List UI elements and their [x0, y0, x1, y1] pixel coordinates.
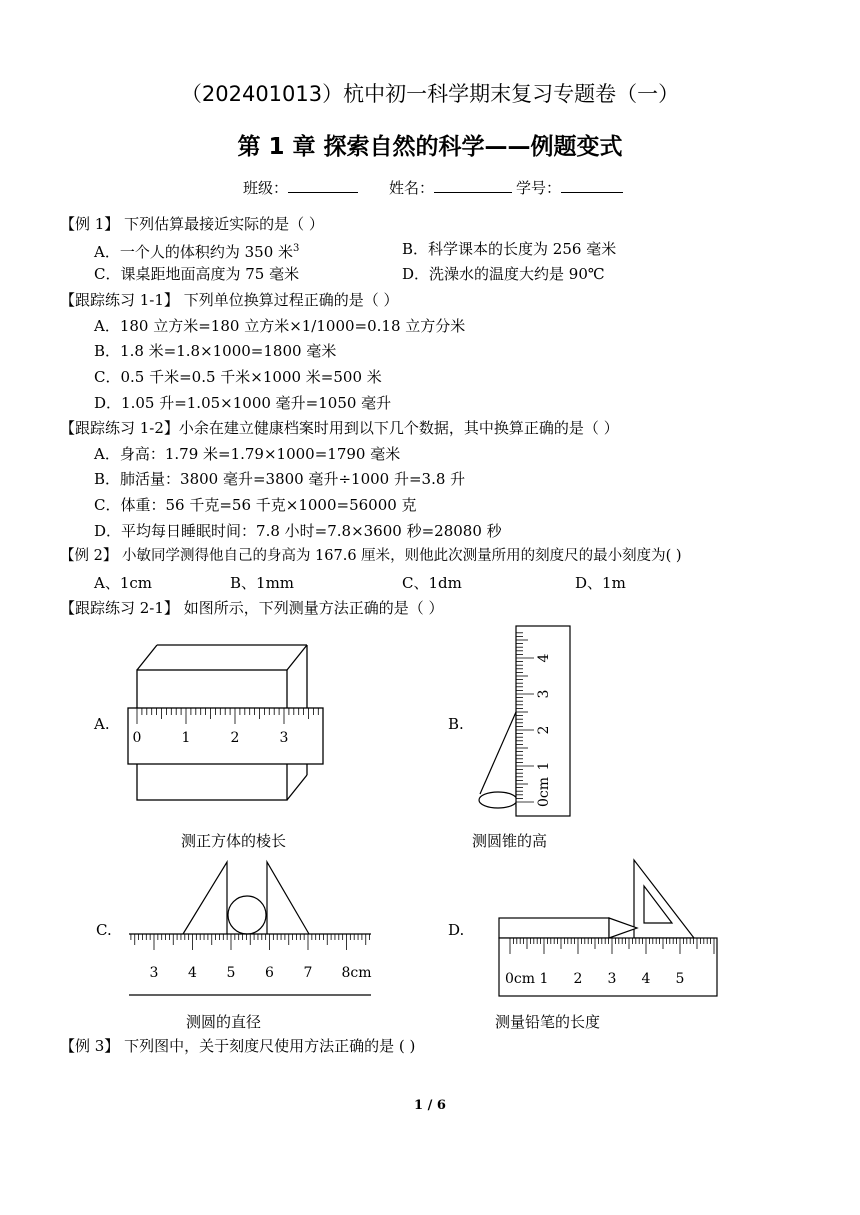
q1-option-a: A．一个人的体积约为 350 米$^3$ [94, 243, 300, 261]
ruler-b-tick-label: 1 [536, 761, 552, 771]
diagram-c-label: C. [96, 921, 112, 939]
page-number: 1 / 6 [414, 1098, 446, 1113]
student-id-label: 学号： [516, 177, 623, 198]
ruler-d [499, 938, 717, 996]
q11-option-b: B．1.8 米=1.8×1000=1800 毫米 [94, 342, 337, 360]
ruler-a-tick-label: 1 [181, 730, 191, 746]
ruler-c-tick-label: 3 [149, 965, 159, 981]
class-label: 班级： [243, 177, 358, 198]
q3-stem: 【例 3】 下列图中，关于刻度尺使用方法正确的是 ( ) [60, 1037, 416, 1055]
q12-option-d: D．平均每日睡眠时间：7.8 小时=7.8×3600 秒=28080 秒 [94, 522, 502, 540]
caption-b: 测圆锥的高 [472, 832, 548, 850]
q2-option-b: B、1mm [230, 574, 295, 592]
document-title: （202401013）杭中初一科学期末复习专题卷（一） [180, 82, 680, 106]
diagram-d-pencil-ruler [494, 858, 724, 1000]
ruler-c-tick-label: 5 [226, 965, 236, 981]
q1-option-b: B．科学课本的长度为 256 毫米 [402, 240, 617, 258]
diagram-a-label: A. [94, 715, 110, 733]
q1-option-d: D．洗澡水的温度大约是 90℃ [402, 265, 605, 283]
q1-stem: 【例 1】 下列估算最接近实际的是（ ） [60, 215, 324, 233]
ruler-c-tick-label: 8cm [341, 965, 372, 981]
q2-option-d: D、1m [575, 574, 626, 592]
caption-a: 测正方体的棱长 [181, 832, 287, 850]
name-label: 姓名： [389, 177, 512, 198]
ruler-b-tick-label: 4 [536, 653, 552, 663]
ruler-d-tick-label: 2 [573, 971, 583, 987]
ruler-a-tick-label: 2 [230, 730, 240, 746]
q12-option-c: C．体重：56 千克=56 千克×1000=56000 克 [94, 496, 417, 514]
q12-stem: 【跟踪练习 1-2】小余在建立健康档案时用到以下几个数据，其中换算正确的是（ ） [60, 419, 619, 437]
diagram-b-cone-ruler [470, 622, 580, 822]
ruler-d-tick-label: 3 [607, 971, 617, 987]
ruler-a-tick-label: 0 [132, 730, 142, 746]
caption-c: 测圆的直径 [186, 1013, 262, 1031]
diagram-b-label: B. [448, 715, 464, 733]
ruler-b-tick-label: 0cm [536, 776, 552, 808]
ruler-d-tick-label: 4 [641, 971, 651, 987]
q11-option-c: C．0.5 千米=0.5 千米×1000 米=500 米 [94, 368, 382, 386]
q12-option-b: B．肺活量：3800 毫升=3800 毫升÷1000 升=3.8 升 [94, 470, 466, 488]
q2-option-c: C、1dm [402, 574, 462, 592]
q11-option-a: A．180 立方米=180 立方米×1/1000=0.18 立方分米 [94, 317, 466, 335]
q21-stem: 【跟踪练习 2-1】 如图所示，下列测量方法正确的是（ ） [60, 599, 444, 617]
diagram-a-cube-ruler [120, 640, 330, 808]
ruler-b-tick-label: 2 [536, 725, 552, 735]
q12-option-a: A．身高：1.79 米=1.79×1000=1790 毫米 [94, 445, 401, 463]
q11-stem: 【跟踪练习 1-1】 下列单位换算过程正确的是（ ） [60, 291, 399, 309]
q11-option-d: D．1.05 升=1.05×1000 毫升=1050 毫升 [94, 394, 392, 412]
q2-option-a: A、1cm [94, 574, 153, 592]
diagram-d-label: D. [448, 921, 465, 939]
ruler-a-tick-label: 3 [279, 730, 289, 746]
diagram-c-circle-ruler [125, 858, 375, 1000]
ruler-d-tick-label: 1 [539, 971, 549, 987]
ruler-c-tick-label: 6 [265, 965, 274, 981]
ruler-b-tick-label: 3 [536, 689, 552, 699]
ruler-c-tick-label: 7 [303, 965, 313, 981]
chapter-subtitle: 第 1 章 探索自然的科学——例题变式 [237, 134, 623, 160]
ruler-d-tick-label: 0cm [504, 971, 536, 987]
ruler-d-tick-label: 5 [675, 971, 685, 987]
ruler-c-tick-label: 4 [188, 965, 197, 981]
caption-d: 测量铅笔的长度 [495, 1013, 601, 1031]
q1-option-c: C．课桌距地面高度为 75 毫米 [94, 265, 300, 283]
ruler-a [128, 708, 323, 764]
q2-stem: 【例 2】 小敏同学测得他自己的身高为 167.6 厘米，则他此次测量所用的刻度尺的最小刻度为( ) [60, 548, 682, 564]
